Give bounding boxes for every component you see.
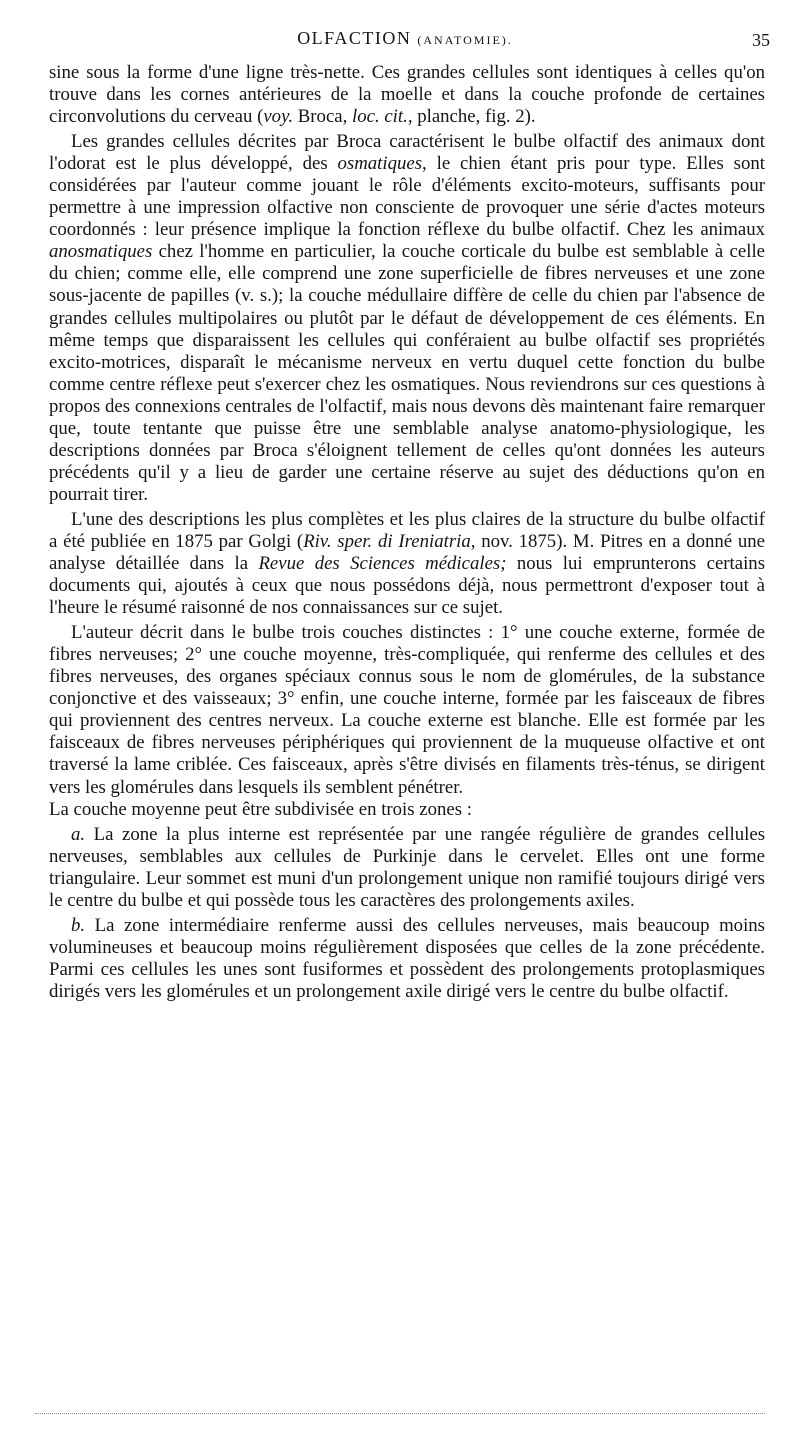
header-title: OLFACTION: [297, 28, 412, 48]
footer-dotted-rule: [35, 1413, 765, 1414]
header-title-line: [40, 28, 770, 49]
header-subtitle: (ANATOMIE).: [417, 33, 513, 47]
paragraph-zone-b: b. La zone intermédiaire renferme aussi des cellules nerveuses, mais beaucoup moins volumineuses et beaucoup moins régulièrement disposées que celles de la zone précédente. Parmi ces cellules les unes sont fusiformes et possèdent des prolongements protoplasmiques dirigés vers les glomérules et un prolongement axile dirigé vers le centre du bulbe olfactif.: [49, 914, 765, 1002]
body-text: [49, 62, 765, 1006]
page-number: 35: [752, 30, 770, 50]
running-header: [40, 28, 770, 54]
paragraph-middle-layer: La couche moyenne peut être subdivisée en trois zones :: [49, 798, 472, 820]
paragraph-three-layers: L'auteur décrit dans le bulbe trois couches distinctes : 1° une couche externe, formée de fibres nerveuses; 2° une couche moyenne, très-compliquée, qui renferme des cellules et des fibres nerveuses, des organes spéciaux connus sous le nom de glomérules, de la substance conjonctive et des vaisseaux; 3° enfin, une couche interne, formée par les faisceaux de fibres qui proviennent des centres nerveux. La couche externe est blanche. Elle est formée par les faisceaux de fibres nerveuses périphériques qui proviennent de la muqueuse olfactive et ont traversé la lame criblée. Ces faisceaux, après s'être divisés en filaments très-ténus, se dirigent vers les glomérules dans lesquels ils semblent pénétrer.: [49, 622, 765, 798]
paragraph-broca-cells: Les grandes cellules décrites par Broca caractérisent le bulbe olfactif des animaux dont l'odorat est le plus développé, des osmatiques, le chien étant pris pour type. Elles sont considérées par l'auteur comme jouant le rôle d'éléments excito-moteurs, suffisants pour permettre à une impression olfactive non consciente de provoquer une série d'actes moteurs coordonnés : leur présence implique la fonction réflexe du bulbe olfactif. Chez les animaux anosmatiques chez l'homme en particulier, la couche corticale du bulbe est semblable à celle du chien; comme elle, elle comprend une zone superficielle de fibres nerveuses et une zone sous-jacente de papilles (v. s.); la couche médullaire diffère de celle du chien par l'absence de grandes cellules multipolaires ou plutôt par le défaut de développement de ces éléments. En même temps que disparaissent les cellules qui conféraient au bulbe olfactif ses propriétés excito-motrices, disparaît le mécanisme nerveux en vertu duquel cette fonction du bulbe comme centre réflexe peut s'exercer chez les osmatiques. Nous reviendrons sur ces questions à propos des connexions centrales de l'olfactif, mais nous devons dès maintenant faire remarquer que, toute tentante que puisse être une semblable analyse anatomo-physiologique, les descriptions données par Broca s'éloignent tellement de celles qu'ont données les auteurs précédents qu'il y a lieu de garder une certaine réserve au sujet des déductions qu'on en pourrait tirer.: [49, 131, 765, 505]
paragraph-continuation: sine sous la forme d'une ligne très-nette. Ces grandes cellules sont identiques à celles qu'on trouve dans les cornes antérieures de la moelle et dans la couche profonde de certaines circonvolutions du cerveau (voy. Broca, loc. cit., planche, fig. 2).: [49, 62, 765, 128]
item-letter-b: b.: [71, 914, 86, 936]
paragraph-golgi: L'une des descriptions les plus complètes et les plus claires de la structure du bulbe olfactif a été publiée en 1875 par Golgi (Riv. sper. di Ireniatria, nov. 1875). M. Pitres en a donné une analyse détaillée dans la Revue des Sciences médicales; nous lui emprunterons certains documents qui, ajoutés à ceux que nous possédons déjà, nous permettront d'exposer tout à l'heure le résumé raisonné de nos connaissances sur ce sujet.: [49, 508, 766, 619]
item-letter-a: a.: [71, 823, 86, 845]
paragraph-zone-a: a. La zone la plus interne est représentée par une rangée régulière de grandes cellules nerveuses, semblables aux cellules de Purkinje dans le cervelet. Elles ont une forme triangulaire. Leur sommet est muni d'un prolongement unique non ramifié toujours dirigé vers le centre du bulbe et qui possède tous les caractères des prolongements axiles.: [49, 823, 765, 911]
